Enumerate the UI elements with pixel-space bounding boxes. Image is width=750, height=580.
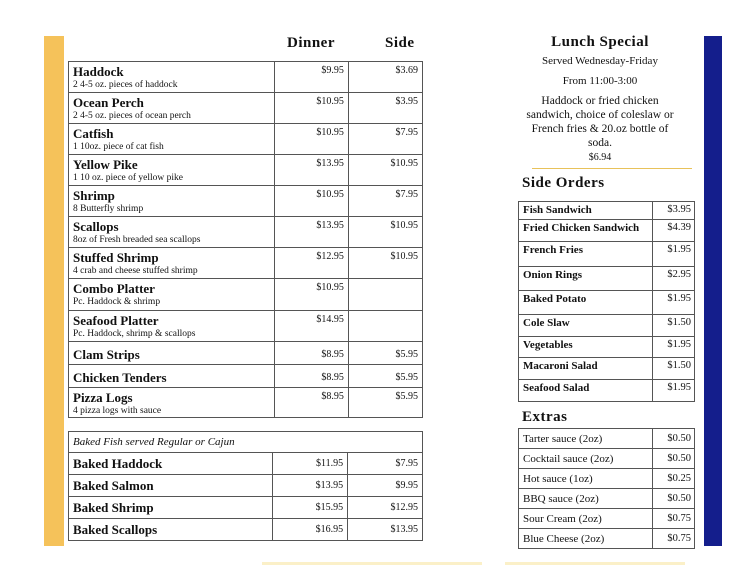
dinner-price: $10.95 <box>274 186 348 217</box>
dinner-price: $13.95 <box>274 155 348 186</box>
item-price: $1.50 <box>653 315 695 337</box>
item-name: Cocktail sauce (2oz) <box>519 449 653 469</box>
extras-row <box>519 529 695 549</box>
side-price: $9.95 <box>348 475 423 497</box>
baked-row <box>69 497 423 519</box>
item-price: $3.95 <box>653 202 695 220</box>
side-price: $3.69 <box>348 62 422 93</box>
menu-row <box>69 186 423 217</box>
menu-row <box>69 124 423 155</box>
extras-row <box>519 469 695 489</box>
item-name: Pizza Logs <box>73 390 133 405</box>
item-price: $0.25 <box>653 469 695 489</box>
menu-row <box>69 93 423 124</box>
dinner-price: $16.95 <box>273 519 348 541</box>
item-name: Fish Sandwich <box>519 202 653 220</box>
item-price: $0.50 <box>653 449 695 469</box>
item-name: Onion Rings <box>519 267 653 291</box>
menu-row <box>69 365 423 388</box>
menu-row <box>69 279 423 311</box>
side-price <box>348 279 422 311</box>
dinner-price: $13.95 <box>273 475 348 497</box>
dinner-price: $9.95 <box>274 62 348 93</box>
item-description: 8 Butterfly shrimp <box>73 204 144 214</box>
item-description: 2 4-5 oz. pieces of ocean perch <box>73 111 191 121</box>
item-name: Baked Salmon <box>69 475 273 497</box>
dinner-price: $10.95 <box>274 279 348 311</box>
lunch-special <box>520 34 680 163</box>
section-divider <box>532 168 692 169</box>
navy-border-stripe <box>704 36 722 546</box>
menu-row <box>69 342 423 365</box>
menu-row <box>69 155 423 186</box>
menu-row <box>69 388 423 418</box>
item-name: Stuffed Shrimp <box>73 250 159 265</box>
item-price: $4.39 <box>653 220 695 242</box>
baked-row <box>69 453 423 475</box>
side-price: $7.95 <box>348 186 422 217</box>
lunch-hours: From 11:00-3:00 <box>562 75 638 87</box>
item-price: $1.95 <box>653 291 695 315</box>
lunch-days: Served Wednesday-Friday <box>542 55 658 67</box>
dinner-price: $10.95 <box>274 124 348 155</box>
item-name: Seafood Platter <box>73 313 159 328</box>
item-description: Pc. Haddock & shrimp <box>73 297 161 307</box>
dinner-price: $10.95 <box>274 93 348 124</box>
lunch-price: $6.94 <box>588 152 612 163</box>
item-name: Chicken Tenders <box>73 369 167 385</box>
item-description: 4 crab and cheese stuffed shrimp <box>73 266 198 276</box>
item-name: Baked Potato <box>519 291 653 315</box>
extras-title: Extras <box>522 409 568 425</box>
item-name: Combo Platter <box>73 281 155 296</box>
item-name: Yellow Pike <box>73 157 138 172</box>
seafood-menu-table <box>68 61 423 418</box>
side-row <box>519 267 695 291</box>
bottom-decoration <box>505 562 685 565</box>
dinner-price: $12.95 <box>274 248 348 279</box>
item-description: Pc. Haddock, shrimp & scallops <box>73 329 196 339</box>
side-price: $12.95 <box>348 497 423 519</box>
item-price: $1.50 <box>653 358 695 380</box>
side-row <box>519 337 695 358</box>
item-name: Sour Cream (2oz) <box>519 509 653 529</box>
item-price: $0.50 <box>653 429 695 449</box>
item-price: $1.95 <box>653 337 695 358</box>
item-name: Baked Scallops <box>69 519 273 541</box>
side-row <box>519 358 695 380</box>
item-description: 8oz of Fresh breaded sea scallops <box>73 235 201 245</box>
side-row <box>519 380 695 402</box>
item-description: 1 10 oz. piece of yellow pike <box>73 173 184 183</box>
lunch-special-title: Lunch Special <box>551 34 649 50</box>
extras-table <box>518 428 695 549</box>
side-row <box>519 202 695 220</box>
baked-header-row <box>69 432 423 453</box>
extras-row <box>519 509 695 529</box>
item-description: 4 pizza logs with sauce <box>73 406 162 416</box>
item-name: French Fries <box>519 242 653 267</box>
dinner-price: $15.95 <box>273 497 348 519</box>
menu-row <box>69 248 423 279</box>
item-name: Hot sauce (1oz) <box>519 469 653 489</box>
menu-row <box>69 62 423 93</box>
item-price: $0.50 <box>653 489 695 509</box>
side-price: $7.95 <box>348 453 423 475</box>
bottom-decoration <box>262 562 482 565</box>
item-name: Catfish <box>73 126 114 141</box>
item-price: $2.95 <box>653 267 695 291</box>
menu-row <box>69 311 423 342</box>
side-price <box>348 311 422 342</box>
item-name: Baked Haddock <box>69 453 273 475</box>
dinner-price: $11.95 <box>273 453 348 475</box>
item-price: $1.95 <box>653 242 695 267</box>
side-row <box>519 315 695 337</box>
side-price: $13.95 <box>348 519 423 541</box>
item-description: 1 10oz. piece of cat fish <box>73 142 164 152</box>
dinner-price: $8.95 <box>274 342 348 365</box>
extras-row <box>519 429 695 449</box>
item-price: $0.75 <box>653 529 695 549</box>
side-orders-title: Side Orders <box>522 175 605 191</box>
dinner-price: $8.95 <box>274 365 348 388</box>
item-name: Fried Chicken Sandwich <box>519 220 653 242</box>
side-row <box>519 220 695 242</box>
extras-row <box>519 489 695 509</box>
item-name: Shrimp <box>73 188 115 203</box>
item-name: Macaroni Salad <box>519 358 653 380</box>
item-description: 2 4-5 oz. pieces of haddock <box>73 80 178 90</box>
dinner-price: $13.95 <box>274 217 348 248</box>
side-orders-table <box>518 201 695 402</box>
side-price: $7.95 <box>348 124 422 155</box>
dinner-column-header: Dinner <box>287 35 335 51</box>
baked-fish-header: Baked Fish served Regular or Cajun <box>69 432 423 453</box>
extras-row <box>519 449 695 469</box>
item-name: Clam Strips <box>73 346 140 362</box>
side-price: $10.95 <box>348 248 422 279</box>
side-row <box>519 242 695 267</box>
item-price: $1.95 <box>653 380 695 402</box>
baked-row <box>69 475 423 497</box>
side-price: $5.95 <box>348 365 422 388</box>
item-name: Scallops <box>73 219 119 234</box>
item-name: Tarter sauce (2oz) <box>519 429 653 449</box>
side-price: $3.95 <box>348 93 422 124</box>
menu-row <box>69 217 423 248</box>
item-name: Seafood Salad <box>519 380 653 402</box>
gold-border-stripe <box>44 36 64 546</box>
baked-row <box>69 519 423 541</box>
dinner-price: $8.95 <box>274 388 348 418</box>
side-price: $10.95 <box>348 155 422 186</box>
item-name: Baked Shrimp <box>69 497 273 519</box>
item-name: Vegetables <box>519 337 653 358</box>
side-price: $10.95 <box>348 217 422 248</box>
lunch-description: Haddock or fried chicken sandwich, choice of coleslaw or French fries & 20.oz bottle of soda. <box>526 95 674 149</box>
item-name: Haddock <box>73 64 124 79</box>
side-column-header: Side <box>385 35 415 51</box>
item-price: $0.75 <box>653 509 695 529</box>
side-price: $5.95 <box>348 388 422 418</box>
item-name: BBQ sauce (2oz) <box>519 489 653 509</box>
side-row <box>519 291 695 315</box>
item-name: Ocean Perch <box>73 95 144 110</box>
dinner-price: $14.95 <box>274 311 348 342</box>
item-name: Blue Cheese (2oz) <box>519 529 653 549</box>
item-name: Cole Slaw <box>519 315 653 337</box>
baked-fish-table <box>68 431 423 541</box>
side-price: $5.95 <box>348 342 422 365</box>
